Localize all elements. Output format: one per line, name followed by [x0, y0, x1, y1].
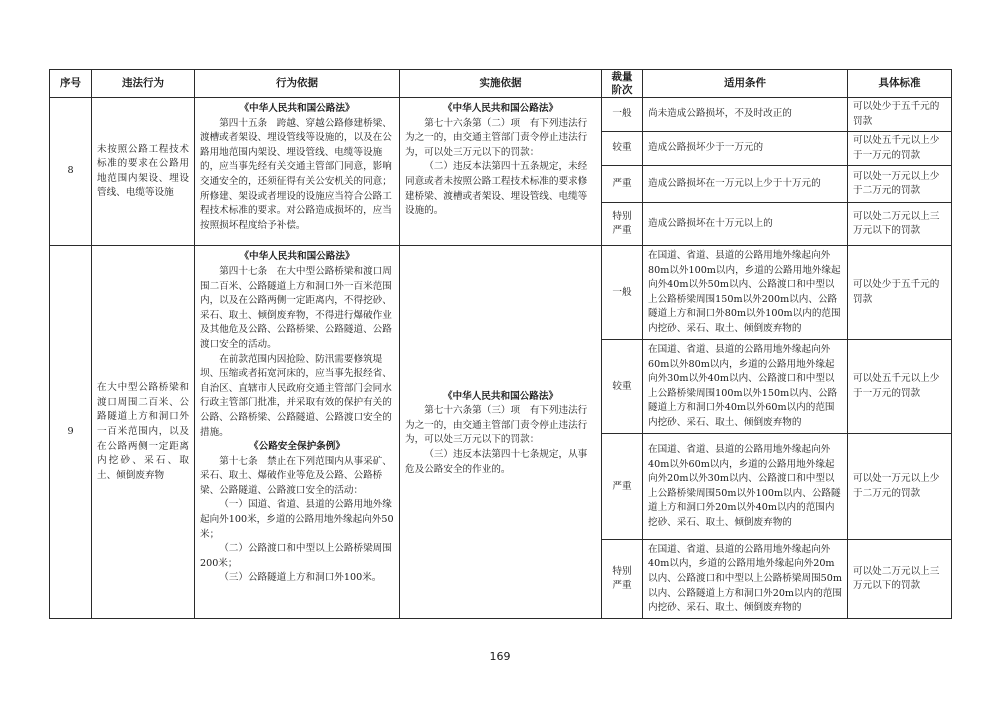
row9-impl-p1: 第七十六条第（三）项 有下列违法行为之一的，由交通主管部门责令停止违法行为，可以处三万元以下的罚款：: [405, 405, 588, 446]
table-row: [50, 98, 952, 132]
row9-basis-law1: 《中华人民共和国公路法》: [239, 251, 355, 263]
row9-std-4: 可以处二万元以上三万元以下的罚款: [848, 540, 952, 619]
row8-level-4-text: 特别严重: [612, 210, 632, 237]
row9-std-2: 可以处五千元以上少于一万元的罚款: [848, 340, 952, 434]
row9-level-4: [602, 540, 643, 619]
row9-level-3: 严重: [602, 434, 643, 540]
page-number: 169: [489, 650, 511, 663]
row9-behavior: 在大中型公路桥梁和渡口周围二百米、公路隧道上方和洞口外一百米范围内，以及在公路两侧一定距离内挖砂、采石、取土、倾倒废弃物: [92, 246, 195, 619]
row9-basis-p4: （一）国道、省道、县道的公路用地外缘起向外100米，乡道的公路用地外缘起向外50米；: [200, 499, 394, 540]
header-level-text: 裁量阶次: [611, 70, 633, 96]
row8-behavior: 未按照公路工程技术标准的要求在公路用地范围内架设、埋设管线、电缆等设施: [92, 98, 195, 246]
row9-no: 9: [50, 246, 92, 619]
row8-level-1: 一般: [602, 98, 643, 132]
row8-cond-3: 造成公路损坏在一万元以上少于十万元的: [643, 166, 848, 203]
header-level: [602, 70, 643, 98]
header-impl: 实施依据: [400, 70, 602, 98]
row8-level-4: [602, 203, 643, 246]
row9-basis-p2: 在前款范围内因抢险、防汛需要修筑堤坝、压缩或者拓宽河床的，应当事先报经省、自治区、直辖市人民政府交通主管部门会同水行政主管部门批准，并采取有效的保护有关的公路、公路桥梁、公路隧道、公路渡口安全的措施。: [200, 353, 392, 438]
row9-basis-law2: 《公路安全保护条例》: [249, 441, 345, 453]
row8-std-1: 可以处少于五千元的罚款: [848, 98, 952, 132]
row9-impl-law: 《中华人民共和国公路法》: [442, 390, 559, 402]
penalty-standard-table: [49, 69, 952, 619]
table-header-row: [50, 70, 952, 98]
header-std: 具体标准: [848, 70, 952, 98]
header-cond: 适用条件: [643, 70, 848, 98]
row8-level-2: 较重: [602, 132, 643, 166]
row8-std-3: 可以处一万元以上少于二万元的罚款: [848, 166, 952, 203]
header-behavior: 违法行为: [92, 70, 195, 98]
header-basis: 行为依据: [195, 70, 400, 98]
row8-basis-text: 第四十五条 跨越、穿越公路修建桥梁、渡槽或者架设、埋设管线等设施的，以及在公路用地范围内架设、埋设管线、电缆等设施的，应当事先经有关交通主管部门同意，影响交通安全的，还须征得有关公安机关的同意；所修建、架设或者埋设的设施应当符合公路工程技术标准的要求。对公路造成损坏的，应当按照损坏程度给予补偿。: [200, 117, 392, 231]
row9-basis-p3: 第十七条 禁止在下列范围内从事采矿、采石、取土、爆破作业等危及公路、公路桥梁、公路隧道、公路渡口安全的活动：: [200, 455, 392, 496]
row9-basis-p1: 第四十七条 在大中型公路桥梁和渡口周围二百米、公路隧道上方和洞口外一百米范围内，以及在公路两侧一定距离内，不得挖砂、采石、取土、倾倒废弃物，不得进行爆破作业及其他危及公路、公路桥梁、公路隧道、公路渡口安全的活动。: [200, 265, 392, 350]
row8-no: 8: [50, 98, 92, 246]
row9-cond-4: 在国道、省道、县道的公路用地外缘起向外40m以内，乡道的公路用地外缘起向外20m以内、公路渡口和中型以上公路桥梁周围50m以内、公路隧道上方和洞口外20m以内的范围内挖砂、采石、取土、倾倒废弃物的: [643, 540, 848, 619]
row8-cond-2: 造成公路损坏少于一万元的: [643, 132, 848, 166]
row8-basis: [195, 98, 400, 246]
row8-impl-p2: （二）违反本法第四十五条规定，未经同意或者未按照公路工程技术标准的要求修建桥梁、渡槽或者架设、埋设管线、电缆等设施的。: [405, 161, 588, 217]
row9-cond-2: 在国道、省道、县道的公路用地外缘起向外60m以外80m以内，乡道的公路用地外缘起向外30m以外40m以内、公路渡口和中型以上公路桥梁周围100m以外150m以内、公路隧道上方和洞口外40m以外60m以内的范围内挖砂、采石、取土、倾倒废弃物的: [643, 340, 848, 434]
row8-impl: [400, 98, 602, 246]
row9-basis-p6: （三）公路隧道上方和洞口外100米。: [219, 572, 382, 584]
row9-cond-3: 在国道、省道、县道的公路用地外缘起向外40m以外60m以内，乡道的公路用地外缘起向外20m以外30m以内、公路渡口和中型以上公路桥梁周围50m以外100m以内、公路隧道上方和洞口外20m以外40m以内的范围内挖砂、采石、取土、倾倒废弃物的: [643, 434, 848, 540]
row9-level-2: 较重: [602, 340, 643, 434]
row9-std-1: 可以处少于五千元的罚款: [848, 246, 952, 340]
row8-impl-law: 《中华人民共和国公路法》: [442, 103, 559, 114]
row8-std-4: 可以处二万元以上三万元以下的罚款: [848, 203, 952, 246]
row8-cond-4: 造成公路损坏在十万元以上的: [643, 203, 848, 246]
row9-cond-1: 在国道、省道、县道的公路用地外缘起向外80m以外100m以内，乡道的公路用地外缘起向外40m以外50m以内、公路渡口和中型以上公路桥梁周围150m以外200m以内、公路隧道上方和洞口外80m以外100m以内的范围内挖砂、采石、取土、倾倒废弃物的: [643, 246, 848, 340]
row9-level-4-text: 特别严重: [612, 565, 632, 592]
row9-std-3: 可以处一万元以上少于二万元的罚款: [848, 434, 952, 540]
row8-level-3: 严重: [602, 166, 643, 203]
row9-impl: [400, 246, 602, 619]
row8-std-2: 可以处五千元以上少于一万元的罚款: [848, 132, 952, 166]
row8-cond-1: 尚未造成公路损坏，不及时改正的: [643, 98, 848, 132]
table-row: [50, 246, 952, 340]
row9-basis: [195, 246, 400, 619]
row9-basis-p5: （二）公路渡口和中型以上公路桥梁周围200米；: [200, 543, 392, 569]
row8-impl-p1: 第七十六条第（二）项 有下列违法行为之一的，由交通主管部门责令停止违法行为，可以处三万元以下的罚款：: [405, 117, 588, 158]
row9-level-1: 一般: [602, 246, 643, 340]
row9-impl-p2: （三）违反本法第四十七条规定，从事危及公路安全的作业的。: [405, 448, 588, 475]
row8-basis-law: 《中华人民共和国公路法》: [239, 103, 355, 114]
header-no: 序号: [50, 70, 92, 98]
